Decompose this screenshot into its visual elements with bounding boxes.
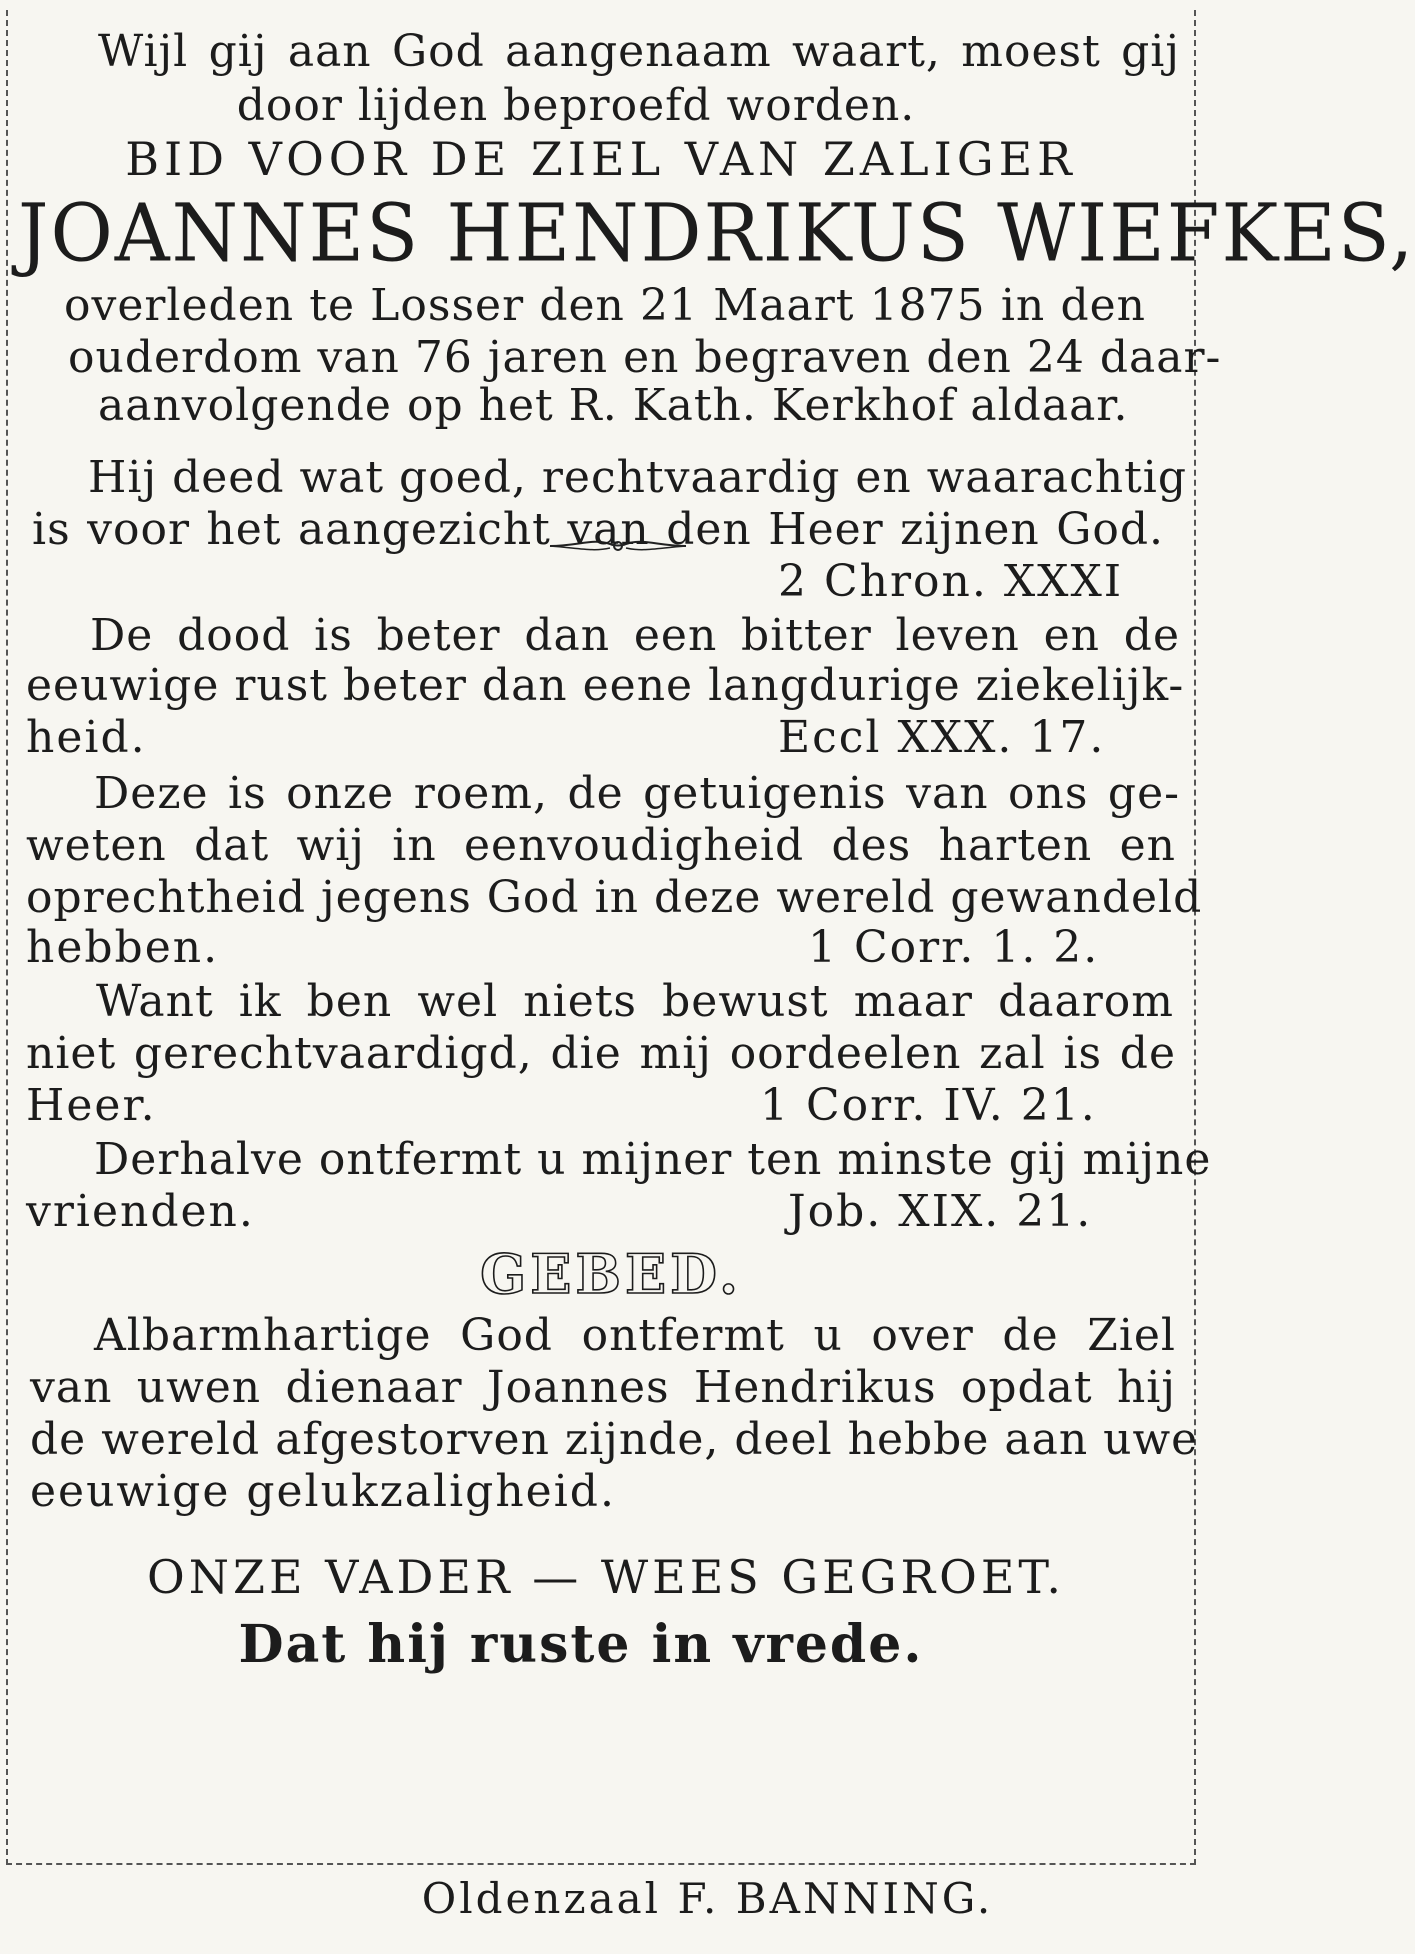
- prayer-heading: GEBED.: [480, 1242, 742, 1306]
- prayer-line-4: eeuwige gelukzaligheid.: [30, 1466, 616, 1517]
- bio-line-3: aanvolgende op het R. Kath. Kerkhof aldaar.: [98, 380, 1129, 431]
- verse-5-line-1: Derhalve ontfermt u mijner ten minste gij mijne: [94, 1134, 1212, 1185]
- verse-3-line-4: hebben.: [26, 922, 220, 973]
- verse-3-line-1: Deze is onze roem, de getuigenis van ons ge-: [94, 768, 1180, 819]
- final-blessing: Dat hij ruste in vrede.: [238, 1614, 924, 1675]
- verse-4-reference: 1 Corr. IV. 21.: [760, 1080, 1097, 1131]
- deceased-name: JOANNES HENDRIKUS WIEFKES,: [18, 185, 1415, 280]
- verse-5-reference: Job. XIX. 21.: [788, 1186, 1093, 1237]
- prayer-line-2: van uwen dienaar Joannes Hendrikus opdat hij: [30, 1362, 1176, 1413]
- printer-credit: Oldenzaal F. BANNING.: [421, 1874, 994, 1923]
- verse-4-line-2: niet gerechtvaardigd, die mij oordeelen zal is de: [26, 1028, 1176, 1079]
- verse-1-reference: 2 Chron. XXXI: [778, 556, 1124, 607]
- verse-4-line-3: Heer.: [26, 1080, 157, 1131]
- verse-4-line-1: Want ik ben wel niets bewust maar daarom: [96, 976, 1174, 1027]
- verse-3-line-2: weten dat wij in eenvoudigheid des harten en: [26, 820, 1176, 871]
- verse-2-line-3: heid.: [26, 712, 147, 763]
- verse-2-line-1: De dood is beter dan een bitter leven en de: [90, 610, 1180, 661]
- bio-line-2: ouderdom van 76 jaren en begraven den 24 daar-: [68, 332, 1222, 383]
- prayer-line-3: de wereld afgestorven zijnde, deel hebbe aan uwe: [30, 1414, 1199, 1465]
- verse-1-line-1: Hij deed wat goed, rechtvaardig en waarachtig: [88, 452, 1188, 503]
- verse-2-line-2: eeuwige rust beter dan eene langdurige ziekelijk-: [26, 660, 1185, 711]
- memorial-card: [6, 10, 1415, 1865]
- intro-heading: BID VOOR DE ZIEL VAN ZALIGER: [125, 132, 1077, 186]
- verse-3-line-3: oprechtheid jegens God in deze wereld gewandeld: [26, 872, 1203, 923]
- verse-5-line-2: vrienden.: [26, 1186, 255, 1237]
- closing-prayers: ONZE VADER — WEES GEGROET.: [147, 1550, 1065, 1604]
- opening-line-2: door lijden beproefd worden.: [236, 80, 916, 131]
- bio-line-1: overleden te Losser den 21 Maart 1875 in den: [64, 280, 1146, 331]
- verse-3-reference: 1 Corr. 1. 2.: [808, 922, 1100, 973]
- verse-2-reference: Eccl XXX. 17.: [778, 712, 1106, 763]
- opening-line-1: Wijl gij aan God aangenaam waart, moest gij: [98, 26, 1180, 77]
- prayer-line-1: Albarmhartige God ontfermt u over de Ziel: [94, 1310, 1176, 1361]
- verse-1-line-2: is voor het aangezicht van den Heer zijnen God.: [32, 504, 1164, 555]
